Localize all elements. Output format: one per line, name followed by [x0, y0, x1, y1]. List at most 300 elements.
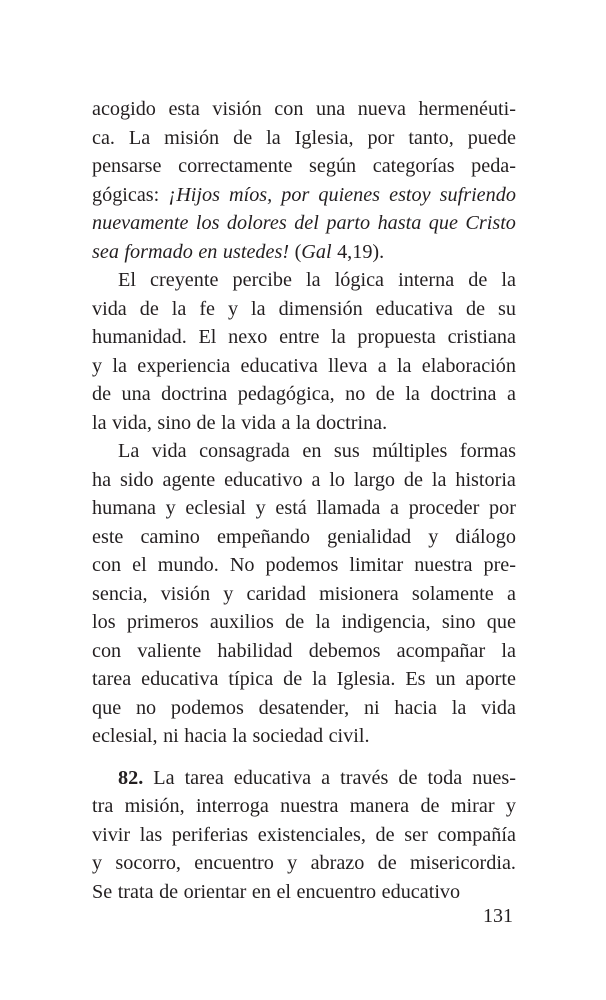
word-fragment: ni	[363, 696, 380, 719]
word-fragment: con	[274, 98, 304, 120]
word	[334, 437, 360, 466]
word-fragment: los	[92, 611, 116, 633]
word-fragment: toda	[427, 766, 463, 789]
word-fragment: dolores	[226, 212, 287, 234]
word	[350, 792, 409, 821]
word	[316, 494, 380, 523]
word	[92, 124, 115, 153]
text-line	[92, 238, 516, 267]
word	[159, 878, 178, 907]
word	[279, 323, 319, 352]
word	[397, 352, 412, 381]
word	[440, 181, 516, 210]
word-fragment: doctrina	[430, 383, 497, 405]
word	[404, 466, 423, 495]
word-fragment: la	[251, 297, 266, 320]
word	[466, 295, 485, 324]
word	[465, 209, 516, 238]
paragraph	[92, 266, 516, 437]
word-fragment: hacia	[394, 696, 438, 719]
word	[164, 124, 219, 153]
word-fragment: no	[345, 383, 366, 405]
word-fragment: nuestra	[414, 554, 473, 576]
word-fragment: auxilios	[209, 611, 274, 633]
word-fragment: mundo.	[157, 554, 219, 576]
word	[194, 849, 274, 878]
word	[483, 551, 516, 580]
word	[247, 580, 306, 609]
text-line	[92, 266, 516, 295]
word-fragment: típica	[228, 668, 274, 690]
word-fragment: su	[498, 297, 516, 320]
text-line	[92, 323, 516, 352]
word-fragment: visión	[212, 98, 262, 120]
word	[198, 323, 216, 352]
word	[287, 849, 297, 878]
word-fragment: humanidad.	[92, 326, 187, 348]
word-fragment: Iglesia.	[336, 668, 396, 690]
word-fragment: la	[295, 411, 311, 434]
word-fragment: educativa	[233, 766, 312, 789]
word	[279, 295, 363, 324]
word-fragment: y	[428, 525, 439, 548]
word	[92, 181, 159, 210]
word	[150, 266, 218, 295]
word	[341, 608, 430, 637]
word-fragment: a	[506, 383, 516, 405]
word	[92, 849, 102, 878]
word	[432, 466, 447, 495]
word-fragment: visión	[160, 582, 211, 605]
word-fragment: a	[377, 354, 387, 377]
text-line	[92, 466, 516, 495]
word	[404, 821, 428, 850]
word	[297, 878, 377, 907]
word	[507, 380, 516, 409]
word-fragment: primeros	[126, 611, 199, 633]
page-body	[92, 95, 516, 906]
word-fragment: en	[198, 240, 218, 263]
word-fragment: Se	[92, 880, 113, 903]
word	[92, 580, 148, 609]
word	[489, 494, 516, 523]
word-fragment: experiencia	[137, 354, 231, 377]
word-fragment: humana	[92, 497, 156, 519]
word	[283, 665, 302, 694]
word-fragment: que	[92, 696, 122, 719]
text-line	[92, 295, 516, 324]
word	[319, 580, 399, 609]
word-fragment: Iglesia,	[294, 126, 354, 149]
word	[163, 722, 179, 751]
word	[430, 380, 496, 409]
word-fragment: elaboración	[421, 354, 516, 377]
word-fragment: la	[451, 696, 467, 719]
word-fragment: educativo	[224, 468, 303, 491]
word-fragment: la	[306, 269, 321, 291]
word	[349, 551, 403, 580]
word-fragment: a	[311, 468, 321, 491]
word	[295, 238, 332, 267]
word-fragment: civil.	[328, 725, 370, 747]
word	[326, 209, 370, 238]
word-fragment: estoy	[389, 183, 431, 206]
word-fragment: puede	[467, 126, 516, 149]
word-fragment: podemos	[170, 696, 244, 719]
word-fragment: de	[465, 297, 486, 320]
word	[153, 764, 174, 793]
word-fragment: largo	[353, 468, 396, 491]
word-fragment: solamente	[411, 582, 494, 605]
word-fragment: no	[135, 696, 157, 719]
word-fragment: de	[375, 383, 395, 405]
word-fragment: de	[139, 297, 159, 320]
word-fragment: proceder	[408, 497, 480, 519]
paragraph-gap	[92, 751, 516, 764]
word	[364, 694, 380, 723]
word-fragment: propuesta	[357, 326, 436, 348]
word	[157, 409, 191, 438]
word	[92, 551, 121, 580]
word	[92, 238, 119, 267]
word	[321, 764, 330, 793]
word	[394, 694, 437, 723]
word-fragment: la	[221, 411, 236, 434]
word	[252, 878, 271, 907]
word	[223, 580, 233, 609]
word	[140, 523, 199, 552]
word-fragment: ¡Hijos	[168, 183, 220, 206]
word	[178, 152, 292, 181]
word	[410, 849, 516, 878]
word-fragment: sociedad	[252, 725, 324, 747]
word-fragment: la	[232, 725, 247, 747]
word-fragment: quienes	[318, 183, 381, 206]
word	[437, 821, 515, 850]
word-fragment: los	[195, 212, 220, 234]
word	[115, 849, 181, 878]
word-fragment: la	[405, 383, 420, 405]
word-fragment: El	[118, 269, 136, 291]
word	[418, 95, 516, 124]
word	[127, 608, 199, 637]
word-fragment: periferias	[171, 823, 249, 846]
word	[161, 380, 227, 409]
word-fragment: La	[153, 766, 175, 789]
word	[199, 437, 290, 466]
word-fragment: genialidad	[327, 525, 412, 548]
word	[92, 494, 156, 523]
text-line	[92, 380, 516, 409]
word-fragment: limitar	[349, 554, 404, 576]
word	[232, 722, 247, 751]
word-fragment: La	[128, 126, 151, 149]
word-fragment: tanto,	[408, 126, 454, 149]
word	[420, 792, 439, 821]
word-fragment: por	[281, 183, 310, 206]
word	[281, 409, 290, 438]
word-fragment: hacia	[184, 725, 227, 747]
word-fragment: con	[92, 554, 122, 576]
word-fragment: sido	[119, 468, 154, 491]
paragraph	[92, 437, 516, 751]
word	[118, 437, 139, 466]
word	[316, 95, 345, 124]
word	[118, 764, 143, 793]
word	[221, 409, 236, 438]
text-line	[92, 352, 516, 381]
word	[294, 209, 319, 238]
word-fragment: ustedes!	[222, 240, 290, 263]
word-fragment: aporte	[465, 668, 516, 690]
word	[281, 181, 309, 210]
word-fragment: ca.	[92, 126, 115, 149]
word-fragment: múltiples	[372, 440, 448, 462]
word-fragment: peda-	[471, 155, 516, 177]
word	[481, 694, 516, 723]
word	[92, 95, 156, 124]
word	[251, 295, 266, 324]
word	[197, 409, 216, 438]
word-fragment: través	[340, 766, 389, 789]
word	[196, 792, 269, 821]
word-fragment: creyente	[150, 269, 219, 291]
word	[302, 437, 321, 466]
word	[318, 181, 380, 210]
word-fragment: la	[431, 468, 447, 491]
word	[92, 152, 162, 181]
word-fragment: de	[468, 269, 488, 291]
word-fragment: del	[294, 212, 319, 234]
word	[112, 409, 152, 438]
word-fragment: sino	[441, 611, 476, 633]
word-fragment: empeñando	[216, 525, 310, 548]
word-fragment: encuentro	[296, 880, 377, 903]
word-fragment: la	[396, 354, 412, 377]
word	[129, 124, 150, 153]
word	[427, 764, 462, 793]
word	[92, 466, 111, 495]
word	[452, 694, 467, 723]
word-fragment: y	[223, 582, 234, 605]
word	[196, 209, 220, 238]
word-fragment: a	[390, 497, 400, 519]
word	[137, 637, 201, 666]
word-fragment: a	[506, 582, 516, 605]
word	[468, 124, 516, 153]
word	[120, 466, 154, 495]
word-fragment: existenciales,	[257, 823, 366, 846]
word	[405, 380, 420, 409]
word-fragment: La	[118, 440, 140, 462]
word-fragment: y	[165, 497, 176, 519]
word	[118, 266, 136, 295]
word-fragment: trata	[117, 880, 154, 903]
word	[265, 551, 338, 580]
word-fragment: lógica	[334, 269, 385, 291]
word-fragment: lleva	[328, 354, 368, 377]
word-fragment: de	[375, 823, 395, 846]
word	[398, 764, 417, 793]
word-fragment: el	[276, 880, 292, 903]
text-line	[92, 821, 516, 850]
word-fragment: una	[121, 383, 151, 405]
word-fragment: sino	[157, 411, 192, 434]
word	[498, 295, 516, 324]
word-fragment: camino	[140, 525, 200, 548]
word	[212, 95, 261, 124]
text-line	[92, 523, 516, 552]
word-fragment: de	[159, 880, 179, 903]
word-fragment: educativa	[240, 354, 318, 377]
word-fragment: tra	[92, 795, 114, 817]
word-fragment: una	[316, 98, 346, 120]
word	[471, 152, 516, 181]
word-fragment: y	[92, 354, 103, 377]
word	[198, 238, 217, 267]
text-line	[92, 95, 516, 124]
word-fragment: compañía	[437, 823, 516, 846]
word	[309, 637, 381, 666]
text-line	[92, 764, 516, 793]
word	[311, 849, 365, 878]
word-fragment: categorías	[372, 155, 455, 177]
text-line	[92, 849, 516, 878]
word	[328, 352, 367, 381]
word-fragment: un	[435, 668, 456, 690]
word	[158, 551, 219, 580]
word-fragment: cristiana	[447, 326, 516, 348]
word-fragment: ser	[404, 823, 428, 846]
paragraph	[92, 764, 516, 907]
text-line	[92, 722, 516, 751]
text-line	[92, 124, 516, 153]
word-fragment: y	[505, 795, 516, 817]
word-fragment: en	[302, 440, 322, 462]
word-fragment: nuestra	[280, 795, 339, 817]
word-fragment: habilidad	[217, 639, 293, 662]
word	[296, 409, 311, 438]
word-fragment: nueva	[357, 98, 406, 120]
word-fragment: pre-	[483, 554, 516, 576]
word-fragment: a	[281, 411, 291, 434]
word	[92, 878, 112, 907]
word	[357, 323, 435, 352]
page-number: 131	[483, 905, 513, 927]
word-fragment: en	[251, 880, 271, 903]
word	[229, 181, 272, 210]
word	[199, 295, 215, 324]
word	[337, 665, 396, 694]
word-fragment: mirar	[450, 795, 495, 817]
word-fragment: formas	[459, 440, 516, 462]
word	[316, 409, 387, 438]
word-fragment: la	[171, 297, 187, 320]
word-fragment: tarea	[92, 668, 132, 690]
text-line	[92, 181, 516, 210]
word	[185, 494, 246, 523]
text-line	[92, 637, 516, 666]
word-fragment: la	[312, 668, 327, 690]
word	[468, 266, 487, 295]
paragraph	[92, 95, 516, 266]
word-fragment: misericordia.	[410, 852, 516, 874]
word	[428, 523, 438, 552]
word-fragment: (	[294, 240, 302, 263]
word	[92, 352, 102, 381]
text-line	[92, 608, 516, 637]
word	[275, 494, 306, 523]
word	[92, 523, 123, 552]
word-fragment: misión,	[124, 795, 185, 817]
word	[118, 878, 154, 907]
word-fragment: por	[367, 126, 395, 149]
word	[124, 238, 192, 267]
word-fragment: eclesial	[185, 497, 246, 519]
word	[507, 580, 516, 609]
word	[306, 266, 321, 295]
word-fragment: educativo	[381, 880, 461, 903]
word-fragment: sus	[333, 440, 360, 462]
text-line	[92, 878, 516, 907]
word	[280, 792, 338, 821]
word-fragment: de	[377, 852, 397, 874]
word-fragment: vivir	[92, 823, 131, 846]
word-fragment: pedagógica,	[237, 383, 335, 405]
word	[390, 494, 399, 523]
word	[455, 523, 516, 552]
word	[92, 380, 111, 409]
word-fragment: El	[198, 326, 217, 348]
word	[373, 152, 455, 181]
word-fragment: y	[92, 852, 103, 874]
word	[238, 380, 335, 409]
word-fragment: agente	[162, 468, 216, 491]
word	[137, 352, 230, 381]
word	[472, 764, 516, 793]
word-fragment: de	[196, 411, 216, 434]
word	[171, 694, 244, 723]
word-fragment: la	[501, 639, 516, 662]
word-fragment: esta	[168, 98, 200, 120]
word	[409, 494, 480, 523]
word-fragment: según	[309, 155, 357, 177]
word	[378, 352, 387, 381]
word	[172, 295, 187, 324]
word-fragment: misión	[164, 126, 220, 149]
word-fragment: historia	[455, 468, 516, 491]
word-fragment: la	[266, 126, 281, 149]
word	[184, 878, 247, 907]
word-fragment: el	[132, 554, 147, 576]
word	[414, 551, 472, 580]
word-fragment: que	[486, 611, 516, 633]
word-fragment: ha	[92, 468, 112, 491]
word	[295, 124, 354, 153]
word-fragment: acogido	[92, 98, 156, 120]
word-fragment: la	[331, 326, 346, 348]
word	[152, 437, 187, 466]
word-fragment: 82.	[118, 766, 144, 789]
word-fragment: encuentro	[194, 852, 274, 874]
word	[228, 665, 273, 694]
word	[266, 124, 281, 153]
word	[331, 323, 346, 352]
word	[184, 722, 227, 751]
word-fragment: podemos	[265, 554, 339, 576]
word	[140, 821, 162, 850]
word	[166, 494, 176, 523]
